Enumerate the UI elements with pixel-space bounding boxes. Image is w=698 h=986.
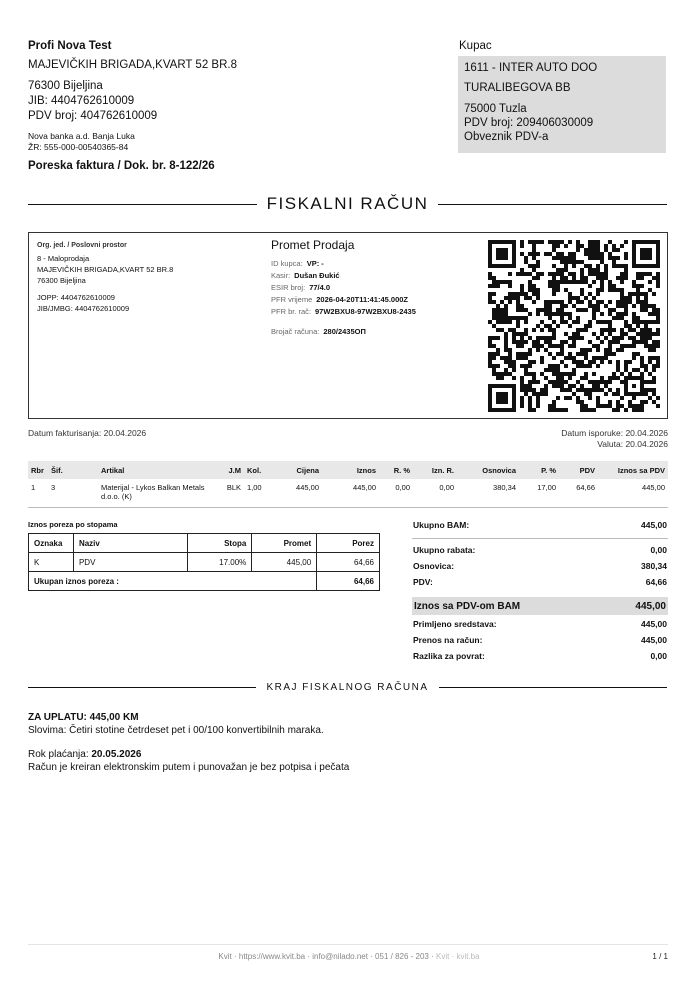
with-vat-row <box>412 597 668 615</box>
cell-pdv: 64,66 <box>559 479 598 507</box>
total-bam-label: Ukupno BAM: <box>413 520 470 530</box>
payment-due: 20.05.2026 <box>91 749 142 760</box>
cashier-label: Kasir: <box>271 271 291 280</box>
col-header: Porez <box>317 534 380 553</box>
cell-artikal: Materijal - Lykos Balkan Metals d.o.o. (K) <box>88 479 220 507</box>
col-header: Cijena <box>274 461 322 479</box>
cell-kol: 1,00 <box>244 479 274 507</box>
items-header-row <box>28 461 668 479</box>
esir: 77/4.0 <box>309 283 331 292</box>
buyer-line: PDV broj: 209406030009 <box>464 117 594 129</box>
divider <box>412 538 668 539</box>
fiscal-title-row <box>28 194 667 214</box>
discount-row <box>412 545 668 555</box>
col-header: Osnovica <box>457 461 519 479</box>
buyer-line: 1611 - INTER AUTO DOO <box>464 62 598 74</box>
col-header: Iznos <box>322 461 379 479</box>
col-header: Oznaka <box>29 534 74 553</box>
total-bam: 445,00 <box>641 520 667 530</box>
buyer-label: Kupac <box>459 40 492 52</box>
org-jib: JIB/JMBG: 4404762610009 <box>37 304 130 313</box>
cell-iznos: 445,00 <box>322 479 379 507</box>
seller-jib: JIB: 4404762610009 <box>28 95 135 107</box>
col-header: Izn. R. <box>413 461 457 479</box>
org-unit-name: 8 - Maloprodaja <box>37 254 90 263</box>
pfr-time-label: PFR vrijeme <box>271 295 313 304</box>
fiscal-title: FISKALNI RAČUN <box>266 194 429 213</box>
return-row <box>412 651 668 661</box>
org-jopp: JOPP: 4404762610009 <box>37 293 115 302</box>
footer-contact-text: Kvit · https://www.kvit.ba · info@nilado.net · 051 / 826 - 203 · <box>218 952 434 961</box>
tax-table <box>28 533 380 591</box>
qr-code <box>488 240 660 412</box>
cell-sif: 3 <box>48 479 88 507</box>
received-label: Primljeno sredstava: <box>413 619 497 629</box>
buyer-line: Obveznik PDV-a <box>464 131 549 143</box>
cell-osnovica: 380,34 <box>457 479 519 507</box>
buyer-line: 75000 Tuzla <box>464 103 527 115</box>
discount-label: Ukupno rabata: <box>413 545 476 555</box>
return: 0,00 <box>650 651 667 661</box>
return-label: Razlika za povrat: <box>413 651 485 661</box>
col-header: P. % <box>519 461 559 479</box>
table-row <box>29 553 380 572</box>
payment-amount: ZA UPLATU: 445,00 KM <box>28 712 139 723</box>
transfer: 445,00 <box>641 635 667 645</box>
divider <box>438 204 667 205</box>
received: 445,00 <box>641 619 667 629</box>
transfer-label: Prenos na račun: <box>413 635 483 645</box>
tax-name: PDV <box>73 553 188 572</box>
delivery-dates <box>460 428 668 450</box>
invoice-date: Datum fakturisanja: 20.04.2026 <box>28 428 147 438</box>
org-heading: Org. jed. / Poslovni prostor <box>37 242 127 249</box>
col-header: J.M <box>220 461 244 479</box>
col-header: Promet <box>252 534 317 553</box>
cell-cijena: 445,00 <box>274 479 322 507</box>
esir-label: ESIR broj: <box>271 283 306 292</box>
vat-row <box>412 577 668 587</box>
seller-pdv: PDV broj: 404762610009 <box>28 110 158 122</box>
tax-code: K <box>29 553 74 572</box>
divider <box>28 204 257 205</box>
end-title: KRAJ FISKALNOG RAČUNA <box>266 682 429 693</box>
tax-total-value: 64,66 <box>317 572 380 591</box>
col-header: Iznos sa PDV <box>598 461 668 479</box>
divider <box>28 687 256 688</box>
seller-bank: Nova banka a.d. Banja Luka <box>28 131 135 141</box>
col-header: Stopa <box>188 534 252 553</box>
buyer-line: TURALIBEGOVA BB <box>464 82 571 94</box>
fiscal-box <box>28 232 668 419</box>
receipt-counter: 280/2435ОП <box>323 327 366 336</box>
seller-city: 76300 Bijeljina <box>28 80 103 92</box>
received-row <box>412 619 668 629</box>
cashier: Dušan Đukić <box>294 271 340 280</box>
cell-rabat: 0,00 <box>413 479 457 507</box>
transfer-row <box>412 635 668 645</box>
org-unit <box>37 240 173 314</box>
tax-total-row <box>29 572 380 591</box>
with-vat-label: Iznos sa PDV-om BAM <box>414 600 521 612</box>
with-vat: 445,00 <box>635 600 666 612</box>
col-header: Kol. <box>244 461 274 479</box>
cell-total: 445,00 <box>598 479 668 507</box>
divider <box>439 687 667 688</box>
col-header: Rbr <box>28 461 48 479</box>
cell-rbr: 1 <box>28 479 48 507</box>
payment-info <box>28 712 349 774</box>
cell-pdv-pct: 17,00 <box>519 479 559 507</box>
base-row <box>412 561 668 571</box>
delivery-date: Datum isporuke: 20.04.2026 <box>561 428 668 438</box>
buyer-id: VP: - <box>306 259 324 268</box>
tax-turnover: 445,00 <box>252 553 317 572</box>
footer-contact <box>0 952 698 961</box>
col-header: Šif. <box>48 461 88 479</box>
seller-address: MAJEVIČKIH BRIGADA,KVART 52 BR.8 <box>28 59 237 71</box>
footer-divider <box>28 944 668 945</box>
end-title-row <box>28 682 667 693</box>
seller-account: ŽR: 555-000-00540365-84 <box>28 142 129 152</box>
counter-label: Brojač računa: <box>271 327 320 336</box>
seller-name: Profi Nova Test <box>28 40 112 52</box>
receipt-info <box>271 239 416 338</box>
base-label: Osnovica: <box>413 561 455 571</box>
base: 380,34 <box>641 561 667 571</box>
payment-words: Slovima: Četiri stotine četrdeset pet i 00/100 konvertibilnih maraka. <box>28 724 324 736</box>
pfr-number: 97W2BXU8-97W2BXU8-2435 <box>315 307 416 316</box>
discount: 0,00 <box>650 545 667 555</box>
payment-note: Račun je kreiran elektronskim putem i punovažan je bez potpisa i pečata <box>28 761 350 773</box>
document-title: Poreska faktura / Dok. br. 8-122/26 <box>28 160 215 172</box>
tax-total-label: Ukupan iznos poreza : <box>29 572 317 591</box>
col-header: Artikal <box>88 461 220 479</box>
buyer-id-label: ID kupca: <box>271 259 303 268</box>
org-city: 76300 Bijeljina <box>37 276 86 285</box>
vat-label: PDV: <box>413 577 433 587</box>
org-address: MAJEVIČKIH BRIGADA,KVART 52 BR.8 <box>37 265 174 274</box>
items-table <box>28 461 668 508</box>
cell-rabat-pct: 0,00 <box>379 479 413 507</box>
col-header: R. % <box>379 461 413 479</box>
page-number: 1 / 1 <box>652 952 668 961</box>
receipt-title: Promet Prodaja <box>271 238 355 252</box>
vat: 64,66 <box>645 577 667 587</box>
tax-caption: Iznos poreza po stopama <box>28 520 118 529</box>
buyer-box <box>458 56 666 153</box>
total-bam-row <box>412 520 668 530</box>
pfr-number-label: PFR br. rač: <box>271 307 312 316</box>
table-row <box>28 479 668 507</box>
tax-amount: 64,66 <box>317 553 380 572</box>
tax-rate: 17.00% <box>188 553 252 572</box>
footer-brand: Kvit · kvit.ba <box>436 952 480 961</box>
payment-due-label: Rok plaćanja: <box>28 749 89 760</box>
pfr-time: 2026-04-20T11:41:45.000Z <box>316 295 408 304</box>
cell-jm: BLK <box>220 479 244 507</box>
col-header: PDV <box>559 461 598 479</box>
tax-header-row <box>29 534 380 553</box>
col-header: Naziv <box>73 534 188 553</box>
due-date: Valuta: 20.04.2026 <box>597 439 668 449</box>
